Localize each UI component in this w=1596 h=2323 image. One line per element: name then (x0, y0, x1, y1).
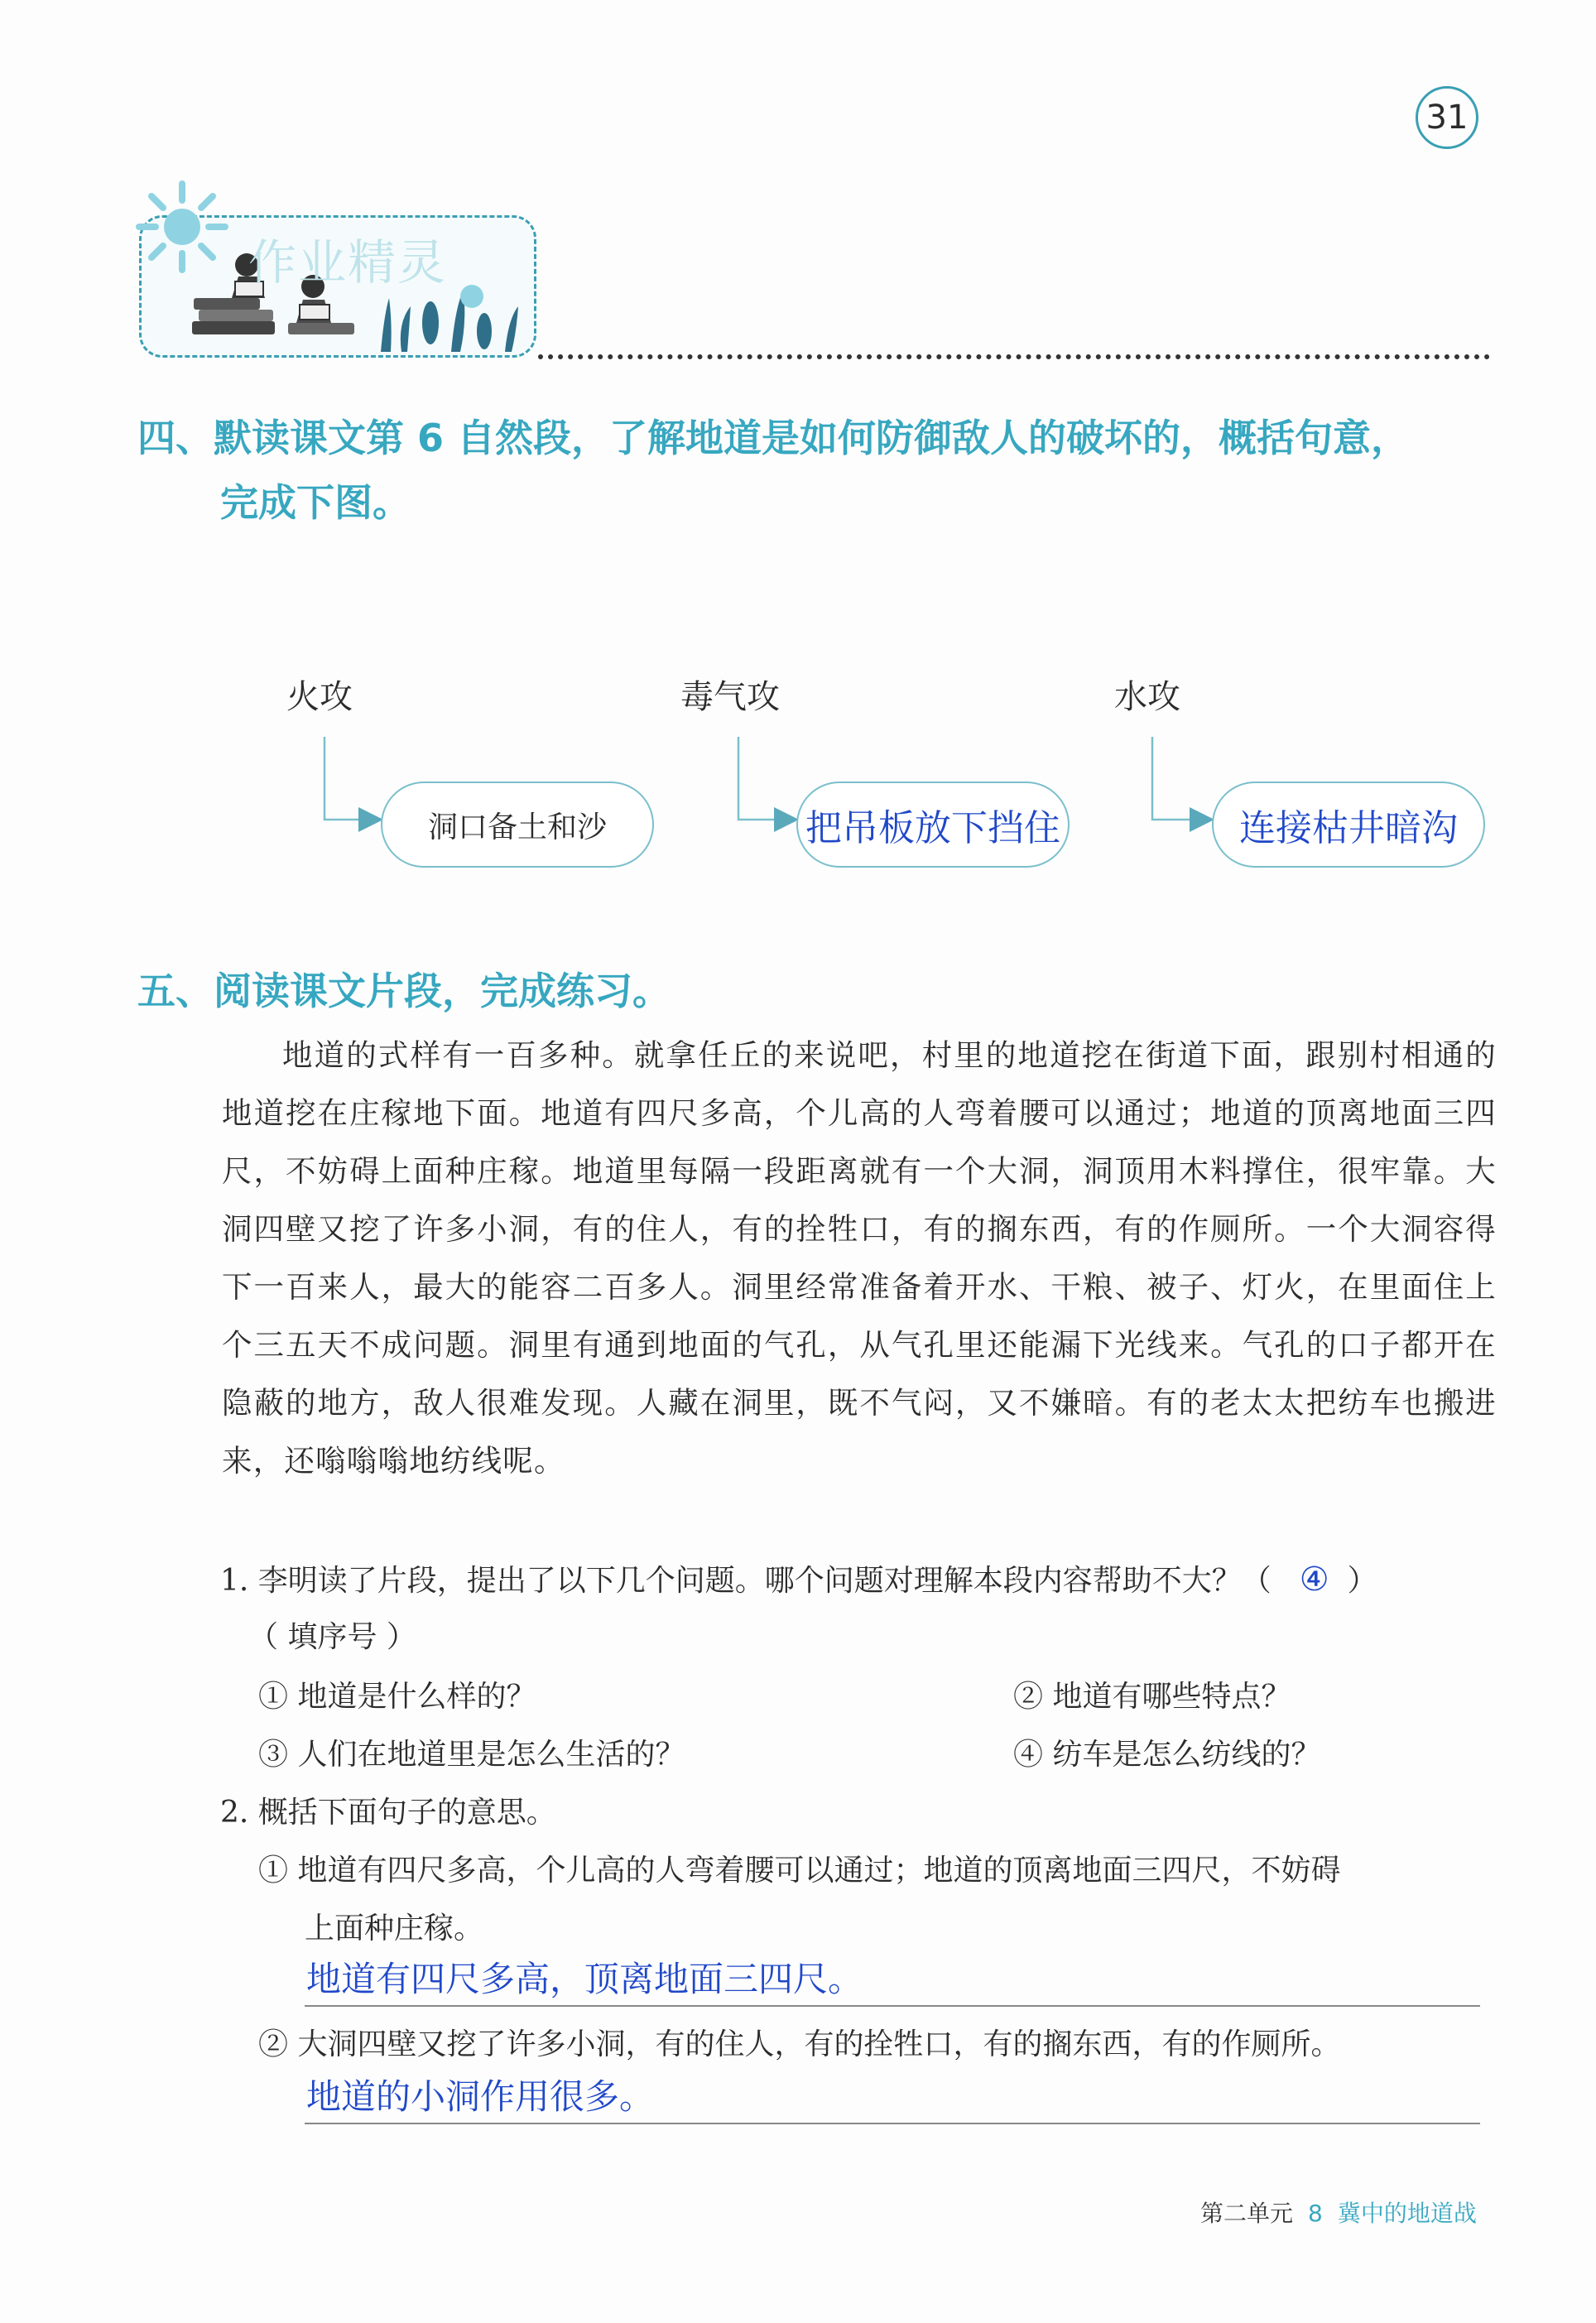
q2-item1-sentence-cont: 上面种庄稼。 (305, 1912, 484, 1945)
q2-stem: 2. 概括下面句子的意思。 (220, 1796, 556, 1830)
section4-title-cont: 完成下图。 (220, 480, 411, 525)
q1-stem (220, 1555, 1377, 1606)
q2-item1-answer: 地道有四尺多高，顶离地面三四尺。 (306, 1959, 863, 1999)
plants-decoration (364, 273, 530, 356)
connector-gas (738, 737, 795, 820)
q2-item2-sentence: ② 大洞四壁又挖了许多小洞，有的住人，有的拴牲口，有的搁东西，有的作厕所。 (258, 2027, 1341, 2061)
q1-note: （ 填序号 ） (248, 1620, 416, 1654)
reading-passage: 地道的式样有一百多种。就拿任丘的来说吧，村里的地道挖在街道下面，跟别村相通的地道挖在庄稼地下面。地道有四尺多高，个儿高的人弯着腰可以通过；地道的顶离地面三四尺，不妨碍上面种庄稼。地道里每隔一段距离就有一个大洞，洞顶用木料撑住，很牢靠。大洞四壁又挖了许多小洞，有的住人，有的拴牲口，有的搁东西，有的作厕所。一个大洞容得下一百来人，最大的能容二百多人。洞里经常准备着开水、干粮、被子、灯火，在里面住上个三五天不成问题。洞里有通到地面的气孔，从气孔里还能漏下光线来。气孔的口子都开在隐蔽的地方，敌人很难发现。人藏在洞里，既不气闷，又不嫌暗。有的老太太把纺车也搬进来，还嗡嗡嗡地纺线呢。 (222, 1037, 1497, 1479)
q1-stem-end: ） (1347, 1564, 1377, 1598)
q2-item1-sentence: ① 地道有四尺多高，个儿高的人弯着腰可以通过；地道的顶离地面三四尺，不妨碍 (258, 1854, 1341, 1888)
section5-title: 五、阅读课文片段，完成练习。 (137, 969, 671, 1013)
connector-fire (324, 737, 379, 820)
q1-option-4: ④ 纺车是怎么纺线的？ (1013, 1738, 1321, 1772)
page-footer (1200, 2196, 1477, 2229)
q1-option-1: ① 地道是什么样的？ (258, 1680, 536, 1714)
footer-unit: 第二单元 (1200, 2200, 1294, 2227)
connector-water (1152, 737, 1210, 820)
footer-lesson-number: 8 (1308, 2200, 1323, 2227)
q1-answer: ④ (1299, 1561, 1329, 1599)
defense-box-fire: 洞口备土和沙 (381, 782, 654, 868)
q1-stem-text: 1. 李明读了片段，提出了以下几个问题。哪个问题对理解本段内容帮助不大？（ (220, 1564, 1272, 1598)
q2-item2-answer-line (305, 2123, 1480, 2124)
section4-title: 四、默读课文第 6 自然段，了解地道是如何防御敌人的破坏的，概括句意， (137, 416, 1410, 460)
q2-item1-answer-line (305, 2005, 1480, 2007)
q2-item2-answer: 地道的小洞作用很多。 (306, 2076, 655, 2117)
q1-option-3: ③ 人们在地道里是怎么生活的？ (258, 1738, 685, 1772)
page-number: 31 (1416, 86, 1478, 149)
defense-box-gas: 把吊板放下挡住 (796, 782, 1070, 868)
defense-box-water: 连接枯井暗沟 (1212, 782, 1485, 868)
badge-title: 作业精灵 (248, 234, 448, 291)
attack-label-gas: 毒气攻 (680, 678, 780, 716)
header-dotted-rule (538, 354, 1490, 359)
footer-lesson-title: 冀中的地道战 (1337, 2200, 1477, 2227)
q1-option-2: ② 地道有哪些特点？ (1013, 1680, 1291, 1714)
attack-label-fire: 火攻 (286, 678, 353, 716)
attack-label-water: 水攻 (1114, 678, 1180, 716)
